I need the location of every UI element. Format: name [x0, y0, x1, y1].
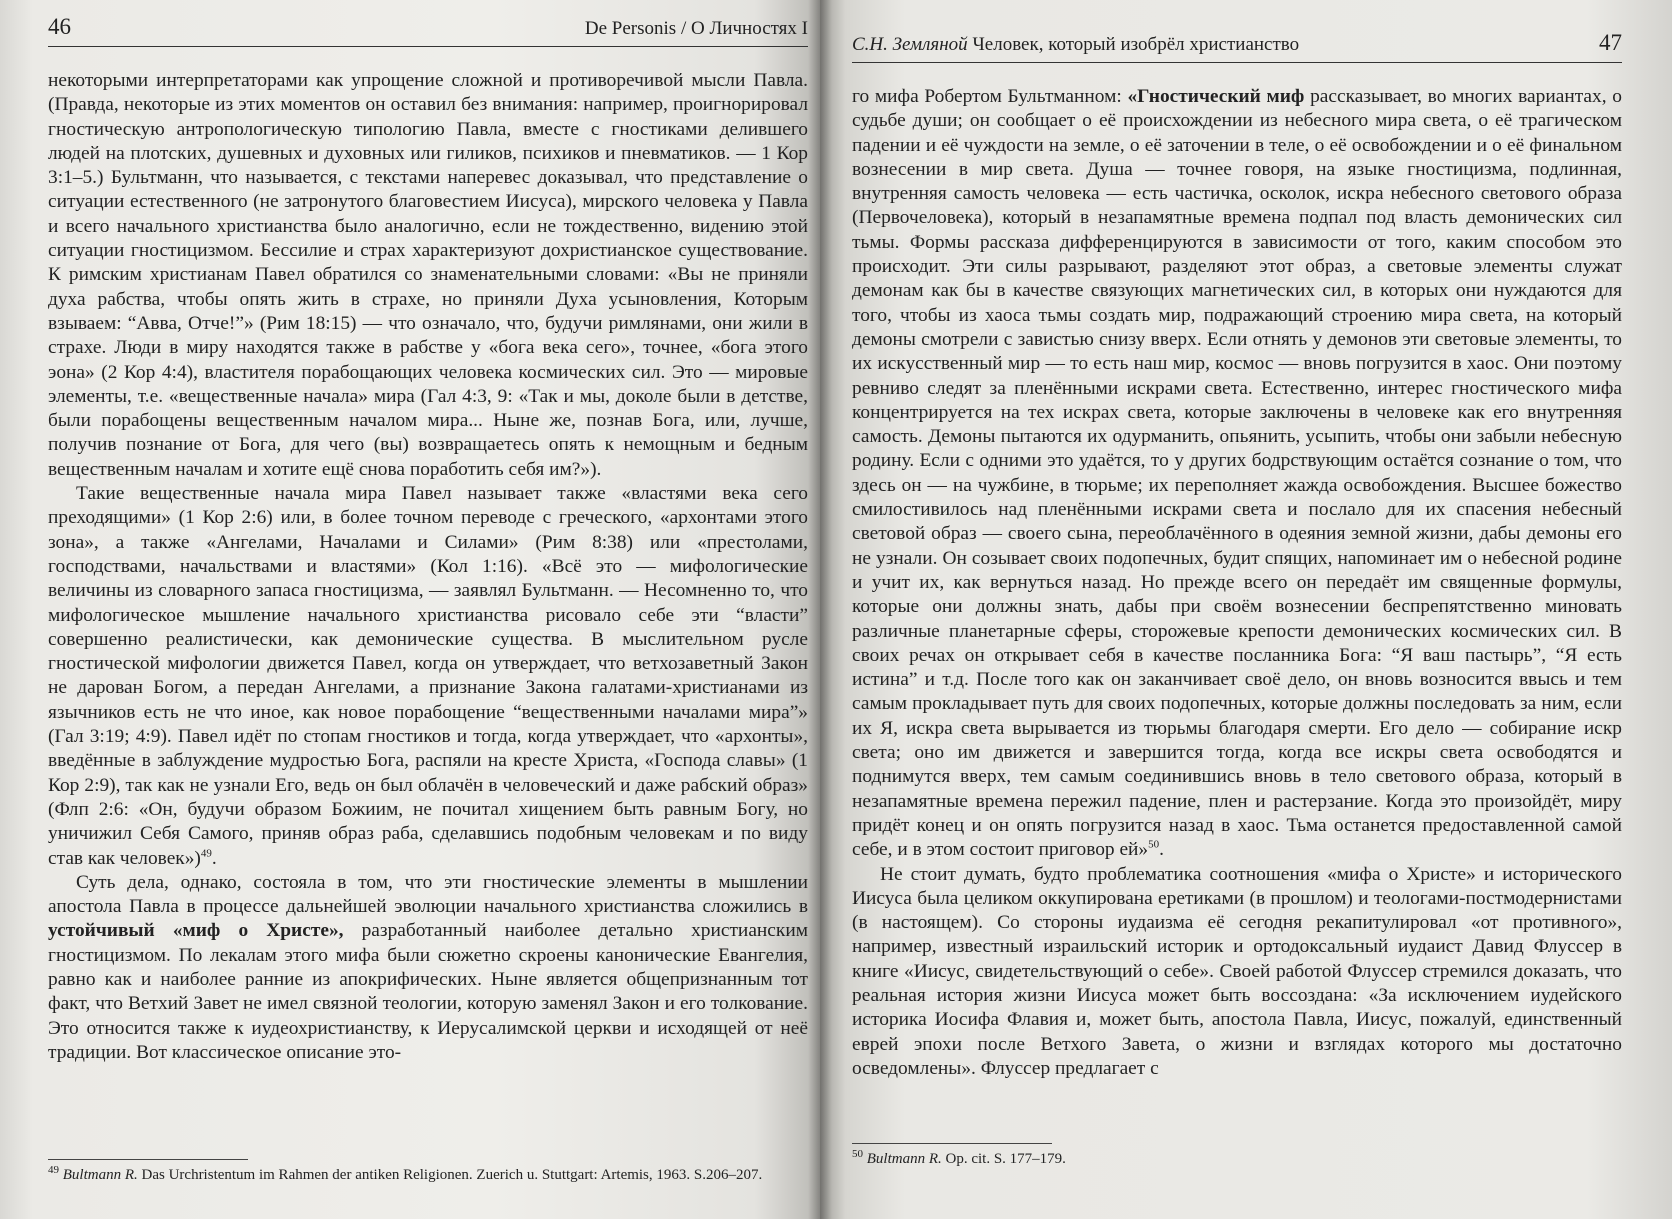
left-paragraph-3-rest: разработанный наиболее детально христианским гностицизмом. По лекалам этого мифа были сюжетно скроены канонические Евангелия, равно как и наиболее ранние из апокрифических. Ныне является общепризнанным тот факт, что Ветхий Завет не имел связной теологии, которую заменял Закон и его толкование. Это относится также к иудеохристианству, к Иерусалимской церкви и исходящей от неё традиции. Вот классическое описание это- — [48, 920, 808, 1063]
left-paragraph-2: Такие вещественные начала мира Павел называет также «властями века сего преходящими» (1 Кор 2:6) или, в более точном переводе с греческого, «архонтами этого зона», а также «Ангелами, Началами и Силами» (Рим 8:38) или «престолами, господствами, начальствами и властями» (Кол 1:16). «Всё это — мифологические величины из словарного запаса гностицизма, — заявлял Бультманн. — Несомненно то, что мифологическое мышление начального христианства рисовало себе эти “власти” совершенно реалистически, как демонические существа. В мыслительном русле гностической мифологии движется Павел, когда он утверждает, что ветхозаветный Закон не дарован Богом, а передан Ангелами, а признание Закона галатами-христианами из язычников есть не что иное, как новое порабощение “вещественными началами мира”» (Гал 3:19; 4:9). Павел идёт по стопам гностиков и тогда, когда утверждает, что «архонты», введённые в заблуждение мудростью Бога, распяли на кресте Христа, «Господа славы» (1 Кор 2:9), так как не узнали Его, ведь он был облачён в человеческий и даже рабский образ» (Флп 2:6: «Он, будучи образом Божиим, не почитал хищением быть равным Богу, но уничижил Себя Самого, приняв образ раба, сделавшись подобным человекам и по виду став как человек»)$^{49}$. — [48, 483, 808, 869]
footnote-ref-49: 49 — [200, 847, 212, 860]
left-paragraph-3-text: Суть дела, однако, состояла в том, что эти гностические элементы в мышлении апостола Павла в процессе дальнейшей эволюции начального христианства сложились в — [48, 871, 808, 918]
right-body-text — [852, 85, 1622, 1081]
footnote-ref-50: 50 — [1148, 838, 1160, 851]
footnote-49-author: Bultmann R. — [62, 1167, 138, 1183]
left-paragraph-1: некоторыми интерпретаторами как упрощение сложной и противоречивой мысли Павла. (Правда, некоторые из этих моментов он оставил без внимания: например, проигнорировал гностическую антропологическую типологию Павла, вместе с гностиками делившего людей на плотских, душевных и духовных или гиликов, психиков и пневматиков. — 1 Кор 3:1–5.) Бультманн, что называется, с текстами наперевес доказывал, что представление о ситуации естественного (не затронутого благовестием Иисуса), мирского человека у Павла и всего начального христианства было аналогично, если не тождественно, видению этой ситуации гностицизмом. Бессилие и страх характеризуют дохристианское существование. К римским христианам Павел обратился со знаменательными словами: «Вы не приняли духа рабства, чтобы опять жить в страхе, но приняли Духа усыновления, Которым взываем: “Авва, Отче!”» (Рим 18:15) — что означало, что, будучи римлянами, они жили в страхе. Люди в миру находятся также в рабстве у «бога века сего», точнее, «бога этого эона» (2 Кор 4:4), властителя порабощающих человека космических сил. Это — мировые элементы, т.е. «вещественные начала» мира (Гал 4:3, 9: «Так и мы, доколе были в детстве, были порабощены вещественным началом мира... Ныне же, познав Бога, или, лучше, получив познание от Бога, для чего (вы) возвращаетесь опять к немощным и бедным вещественным началам и хотите ещё снова поработить себя им?»). — [48, 70, 808, 480]
left-page — [0, 0, 820, 1219]
right-paragraph-1: го мифа Робертом Бультманном: «Гностический миф рассказывает, во многих вариантах, о судьбе души; он сообщает о её происхождении из небесного мира света, о её трагическом падении и её чуждости на земле, о её заточении в теле, о её освобождении и о её финальном вознесении в мир света. Душа — точнее говоря, на языке гностицизма, подлинная, внутренняя самость человека — есть частичка, осколок, искра небесного светового образа (Первочеловека), который в незапамятные времена подпал под власть демонических сил тьмы. Формы рассказа дифференцируются в зависимости от того, каким способом это происходит. Эти силы разрывают, разделяют этот образ, а световые элементы служат демонам как бы в качестве связующих магнетических сил, в которых они нуждаются для того, чтобы из хаоса тьмы создать мир, подражающий строению мира света, на который демоны смотрели с завистью снизу вверх. Если отнять у демонов эти световые элементы, то их искусственный мир — то есть наш мир, космос — вновь погрузится в хаос. Они поэтому ревниво следят за пленёнными искрами света. Естественно, интерес гностического мифа концентрируется на тех искрах света, которые заключены в человеке как его внутренняя самость. Демоны пытаются их одурманить, опьянить, усыпить, чтобы они забыли небесную родину. Если с одними это удаётся, то у других бодрствующим остаётся сознание о том, что здесь он — на чужбине, в тюрьме; их переполняет жажда освобождения. Высшее божество смилостивилось над пленёнными искрами света и послало для их спасения небесный световой образ — своего сына, переоблачённого в одеяния земной жизни, дабы демоны его не узнали. Он созывает своих подопечных, будит спящих, напоминает им о небесной родине и учит их, как вернуться назад. Но прежде всего он передаёт им священные формулы, которые они должны знать, дабы при своём вознесении беспрепятственно миновать различные планетарные сферы, сторожевые крепости демонических космических сил. В своих речах он открывает себя в качестве посланника Бога: “Я ваш пастырь”, “Я есть истина” и т.д. После того как он заканчивает своё дело, он вновь возносится ввысь и тем самым прокладывает путь для своих подопечных, которые должны последовать за ним, если их Я, искра света вырывается из тюрьмы благодаря смерти. Его дело — собирание искр света; оно им движется и завершится тогда, когда все искры света освободятся и поднимутся вверх, тем самым соединившись вновь в тело светового образа, который в незапамятные времена пережил падение, плен и растерзание. Когда это произойдёт, миру придёт конец и он опять погрузится назад в хаос. Тьма останется предоставленной самой себе, и в этом состоит приговор ей»$^{50}$. — [852, 86, 1622, 861]
left-paragraph-3 — [48, 871, 808, 1065]
right-running-head-book-title: Человек, который изобрёл христианство — [972, 34, 1300, 55]
footnote-50-author: Bultmann R. — [866, 1151, 942, 1167]
footnote-50 — [852, 1150, 1620, 1169]
footnote-50-text: Op. cit. S. 177–179. — [945, 1151, 1066, 1167]
footnote-49-text: Das Urchristentum im Rahmen der antiken Religionen. Zuerich u. Stuttgart: Artemis, 1963. S.206–207. — [141, 1167, 763, 1183]
right-running-head — [852, 30, 1622, 63]
right-footnote-rule — [852, 1143, 1052, 1144]
footnote-49-number: 49 — [48, 1164, 59, 1176]
right-paragraph-1-lead: го мифа Робертом Бультманном: — [852, 86, 1122, 107]
footnote-49 — [48, 1166, 806, 1185]
footnote-50-number: 50 — [852, 1148, 863, 1160]
right-running-head-author: С.Н. Земляной — [852, 34, 968, 55]
right-running-head-title — [852, 34, 1299, 56]
right-paragraph-2: Не стоит думать, будто проблематика соотношения «мифа о Христе» и исторического Иисуса была целиком оккупирована еретиками (в прошлом) и теологами-постмодернистами (в настоящем). Со стороны иудаизма её сегодня рекапитулировал «от противного», например, известный израильский историк и ортодоксальный иудаист Давид Флуссер в книге «Иисус, свидетельствующий о себе». Своей работой Флуссер стремился доказать, что реальная история жизни Иисуса может быть воссоздана: «За исключением иудейского историка Иосифа Флавия и, может быть, апостола Павла, Иисус, пожалуй, единственный еврей эпохи после Ветхого Завета, о жизни и взглядах которого мы достаточно осведомлены». Флуссер предлагает с — [852, 863, 1622, 1079]
right-footnotes — [852, 1143, 1620, 1169]
left-body-text — [48, 69, 808, 1065]
right-page-number: 47 — [1599, 30, 1622, 55]
right-page — [820, 0, 1672, 1219]
left-running-head — [48, 14, 808, 47]
left-footnote-rule — [48, 1159, 248, 1160]
bold-phrase-myth-of-christ: устойчивый «миф о Христе», — [48, 920, 344, 942]
bold-phrase-gnostic-myth: «Гностический миф — [1127, 86, 1305, 107]
left-paragraph-2-text: Такие вещественные начала мира Павел называет также «властями века сего преходящими» (1 Кор 2:6) или, в более точном переводе с греческого, «архонтами этого зона», а также «Ангелами, Началами и Силами» (Рим 8:38) или «престолами, господствами, начальствами и властями» (Кол 1:16). «Всё это — мифологические величины из словарного запаса гностицизма, — заявлял Бультманн. — Несомненно то, что мифологическое мышление начального христианства рисовало себе эти “власти” совершенно реалистически, как демонические существа. В мыслительном русле гностической мифологии движется Павел, когда он утверждает, что ветхозаветный Закон не дарован Богом, а передан Ангелами, а признание Закона галатами-христианами из язычников есть не что иное, как новое порабощение “вещественными началами мира”» (Гал 3:19; 4:9). Павел идёт по стопам гностиков и тогда, когда утверждает, что «архонты», введённые в заблуждение мудростью Бога, распяли на кресте Христа, «Господа славы» (1 Кор 2:9), так как не узнали Его, ведь он был облачён в человеческий и даже рабский образ» (Флп 2:6: «Он, будучи образом Божиим, не почитал хищением быть равным Богу, но уничижил Себя Самого, приняв образ раба, сделавшись подобным человекам и по виду став как человек») — [48, 483, 808, 869]
right-paragraph-1-text: рассказывает, во многих вариантах, о судьбе души; он сообщает о её происхождении из небесного мира света, о её трагическом падении и её чуждости на земле, о её заточении в теле, о её освобождении и о её финальном вознесении в мир света. Душа — точнее говоря, на языке гностицизма, подлинная, внутренняя самость человека — есть частичка, осколок, искра небесного светового образа (Первочеловека), который в незапамятные времена подпал под власть демонических сил тьмы. Формы рассказа дифференцируются в зависимости от того, каким способом это происходит. Эти силы разрывают, разделяют этот образ, а световые элементы служат демонам как бы в качестве связующих магнетических сил, в которых они нуждаются для того, чтобы из хаоса тьмы создать мир, подражающий строению мира света, на который демоны смотрели с завистью снизу вверх. Если отнять у демонов эти световые элементы, то их искусственный мир — то есть наш мир, космос — вновь погрузится в хаос. Они поэтому ревниво следят за пленёнными искрами света. Естественно, интерес гностического мифа концентрируется на тех искрах света, которые заключены в человеке как его внутренняя самость. Демоны пытаются их одурманить, опьянить, усыпить, чтобы они забыли небесную родину. Если с одними это удаётся, то у других бодрствующим остаётся сознание о том, что здесь он — на чужбине, в тюрьме; их переполняет жажда освобождения. Высшее божество смилостивилось над пленёнными искрами света и послало для их спасения небесный световой образ — своего сына, переоблачённого в одеяния земной жизни, дабы демоны его не узнали. Он созывает своих подопечных, будит спящих, напоминает им о небесной родине и учит их, как вернуться назад. Но прежде всего он передаёт им священные формулы, которые они должны знать, дабы при своём вознесении беспрепятственно миновать различные планетарные сферы, сторожевые крепости демонических космических сил. В своих речах он открывает себя в качестве посланника Бога: “Я ваш пастырь”, “Я есть истина” и т.д. После того как он заканчивает своё дело, он вновь возносится ввысь и тем самым прокладывает путь для своих подопечных, которые должны последовать за ним, если их Я, искра света вырывается из тюрьмы благодаря смерти. Его дело — собирание искр света; оно им движется и завершится тогда, когда все искры света освободятся и поднимутся вверх, тем самым соединившись вновь в тело светового образа, который в незапамятные времена пережил падение, плен и растерзание. Когда это произойдёт, миру придёт конец и он опять погрузится назад в хаос. Тьма останется предоставленной самой себе, и в этом состоит приговор ей» — [852, 86, 1622, 861]
left-running-head-title: De Personis / О Личностях I — [584, 18, 808, 39]
left-footnotes — [48, 1159, 806, 1185]
left-page-number: 46 — [48, 14, 71, 39]
